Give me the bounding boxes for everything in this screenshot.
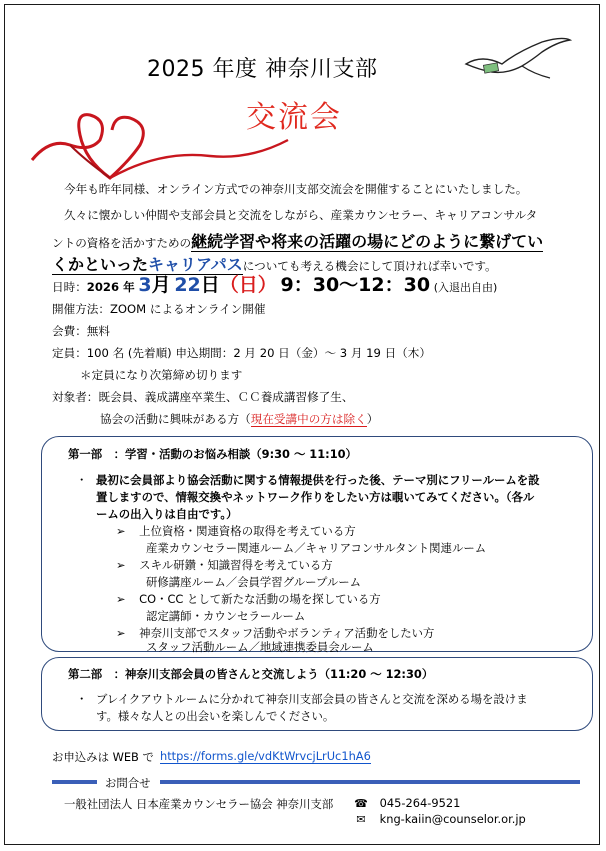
part2-heading: 第二部 ：神奈川支部会員の皆さんと交流しよう（11:20 ～ 12:30）: [68, 667, 434, 681]
part1-item-4-title: 神奈川支部でスタッフ活動やボランティア活動をしたい方: [139, 626, 435, 640]
intro-line-3: [52, 229, 543, 252]
email-icon: ✉: [356, 813, 366, 826]
part1-bullet: ・: [76, 473, 88, 487]
part1-item-2-room: 研修講座ルーム／会員学習グループルーム: [146, 575, 362, 589]
capacity-note: ＊定員になり次第締め切ります: [80, 368, 243, 382]
event-capacity: 定員：100 名 (先着順) 申込期間：2 月 20 日（金）～ 3 月 19 日（木）: [52, 346, 431, 360]
phone-row: [354, 796, 460, 810]
date-weekday: （日）: [219, 274, 277, 296]
event-method: 開催方法：ZOOM によるオンライン開催: [52, 302, 266, 316]
contact-rule-left: [52, 780, 97, 784]
event-target-2: [100, 411, 378, 427]
part1-item-1-title: 上位資格・関連資格の取得を考えている方: [139, 524, 356, 538]
date-year: 2026 年: [86, 280, 135, 294]
part1-body-3: ームの出入りは自由です。）: [96, 507, 238, 521]
email-row: [354, 812, 526, 826]
part1-item-2: [116, 557, 333, 573]
event-time: 9：30～12：30: [280, 274, 431, 296]
event-fee: 会費：無料: [52, 324, 110, 338]
part1-body-1: 最初に会員部より協会活動に関する情報提供を行った後、テーマ別にフリールームを設: [96, 473, 540, 487]
apply-label: お申込みは WEB で: [52, 750, 154, 764]
part2-body-2: す。様々な人との出会いを楽しんでください。: [96, 709, 335, 723]
phone-icon: ☎: [354, 797, 368, 810]
contact-rule-right: [160, 780, 580, 784]
part1-item-3-title: CO・CC として新たな活動の場を探している方: [139, 592, 381, 606]
page-title: 2025 年度 神奈川支部: [147, 57, 378, 82]
event-date: [52, 270, 497, 297]
part1-body-2: 置しますので、情報交換やネットワーク作りをしたい方は覗いてみてください。（各ル: [96, 490, 535, 504]
intro-line-1: 今年も昨年同様、オンライン方式での神奈川支部交流会を開催することにいたしました。: [64, 182, 528, 196]
career-path-highlight: キャリアパス: [148, 255, 243, 274]
contact-phone: 045-264-9521: [379, 796, 461, 810]
part1-item-3: [116, 591, 381, 607]
bird-illustration: [462, 34, 572, 84]
intro-line-2: 久々に懐かしい仲間や支部会員と交流をしながら、産業カウンセラー、キャリアコンサルタ: [64, 208, 538, 222]
arrow-icon: ➢: [116, 524, 126, 538]
target-2-close: ）: [366, 412, 379, 426]
page-subtitle: 交流会: [246, 100, 342, 135]
arrow-icon: ➢: [116, 626, 126, 640]
part1-item-3-room: 認定講師・カウンセラールーム: [146, 609, 306, 623]
part1-item-1: [116, 523, 356, 539]
contact-heading: お問合せ: [105, 776, 151, 790]
part2-bullet: ・: [76, 692, 88, 706]
part1-item-4-room: スタッフ活動ルーム／地域連携委員会ルーム: [146, 640, 374, 654]
date-month-unit: 月: [151, 274, 171, 296]
target-exclusion: 現在受講中の方は除く: [250, 412, 367, 426]
entry-note: (入退出自由): [433, 281, 498, 294]
date-month: 3: [138, 274, 152, 296]
date-day-unit: 日: [200, 274, 220, 296]
contact-email[interactable]: kng-kaiin@counselor.or.jp: [379, 812, 526, 826]
part2-body-1: ブレイクアウトルームに分かれて神奈川支部会員の皆さんと交流を深める場を設けま: [96, 692, 528, 706]
part1-item-2-title: スキル研鑽・知識習得を考えている方: [139, 558, 333, 572]
intro-highlight-2-text: くかといった: [52, 255, 149, 274]
intro-line-4-text: についても考える機会にして頂ければ幸いです。: [242, 259, 497, 273]
arrow-icon: ➢: [116, 558, 126, 572]
date-label: 日時：: [52, 280, 87, 294]
target-2-text: 協会の活動に興味がある方（: [100, 412, 251, 426]
arrow-icon: ➢: [116, 592, 126, 606]
part1-heading: 第一部 ：学習・活動のお悩み相談（9:30 ～ 11:10）: [68, 447, 357, 461]
part1-item-1-room: 産業カウンセラー関連ルーム／キャリアコンサルタント関連ルーム: [146, 541, 487, 555]
date-day: 22: [174, 274, 201, 296]
apply-link[interactable]: https://forms.gle/vdKtWrvcjLrUc1hA6: [160, 749, 371, 763]
event-target-1: 対象者：既会員、義成講座卒業生、ＣＣ養成講習修了生、: [52, 390, 354, 404]
intro-line-3-text: ントの資格を活かすための: [52, 236, 192, 250]
intro-highlight-1: 継続学習や将来の活躍の場にどのように繋げてい: [191, 232, 544, 251]
contact-org: 一般社団法人 日本産業カウンセラー協会 神奈川支部: [64, 797, 334, 811]
